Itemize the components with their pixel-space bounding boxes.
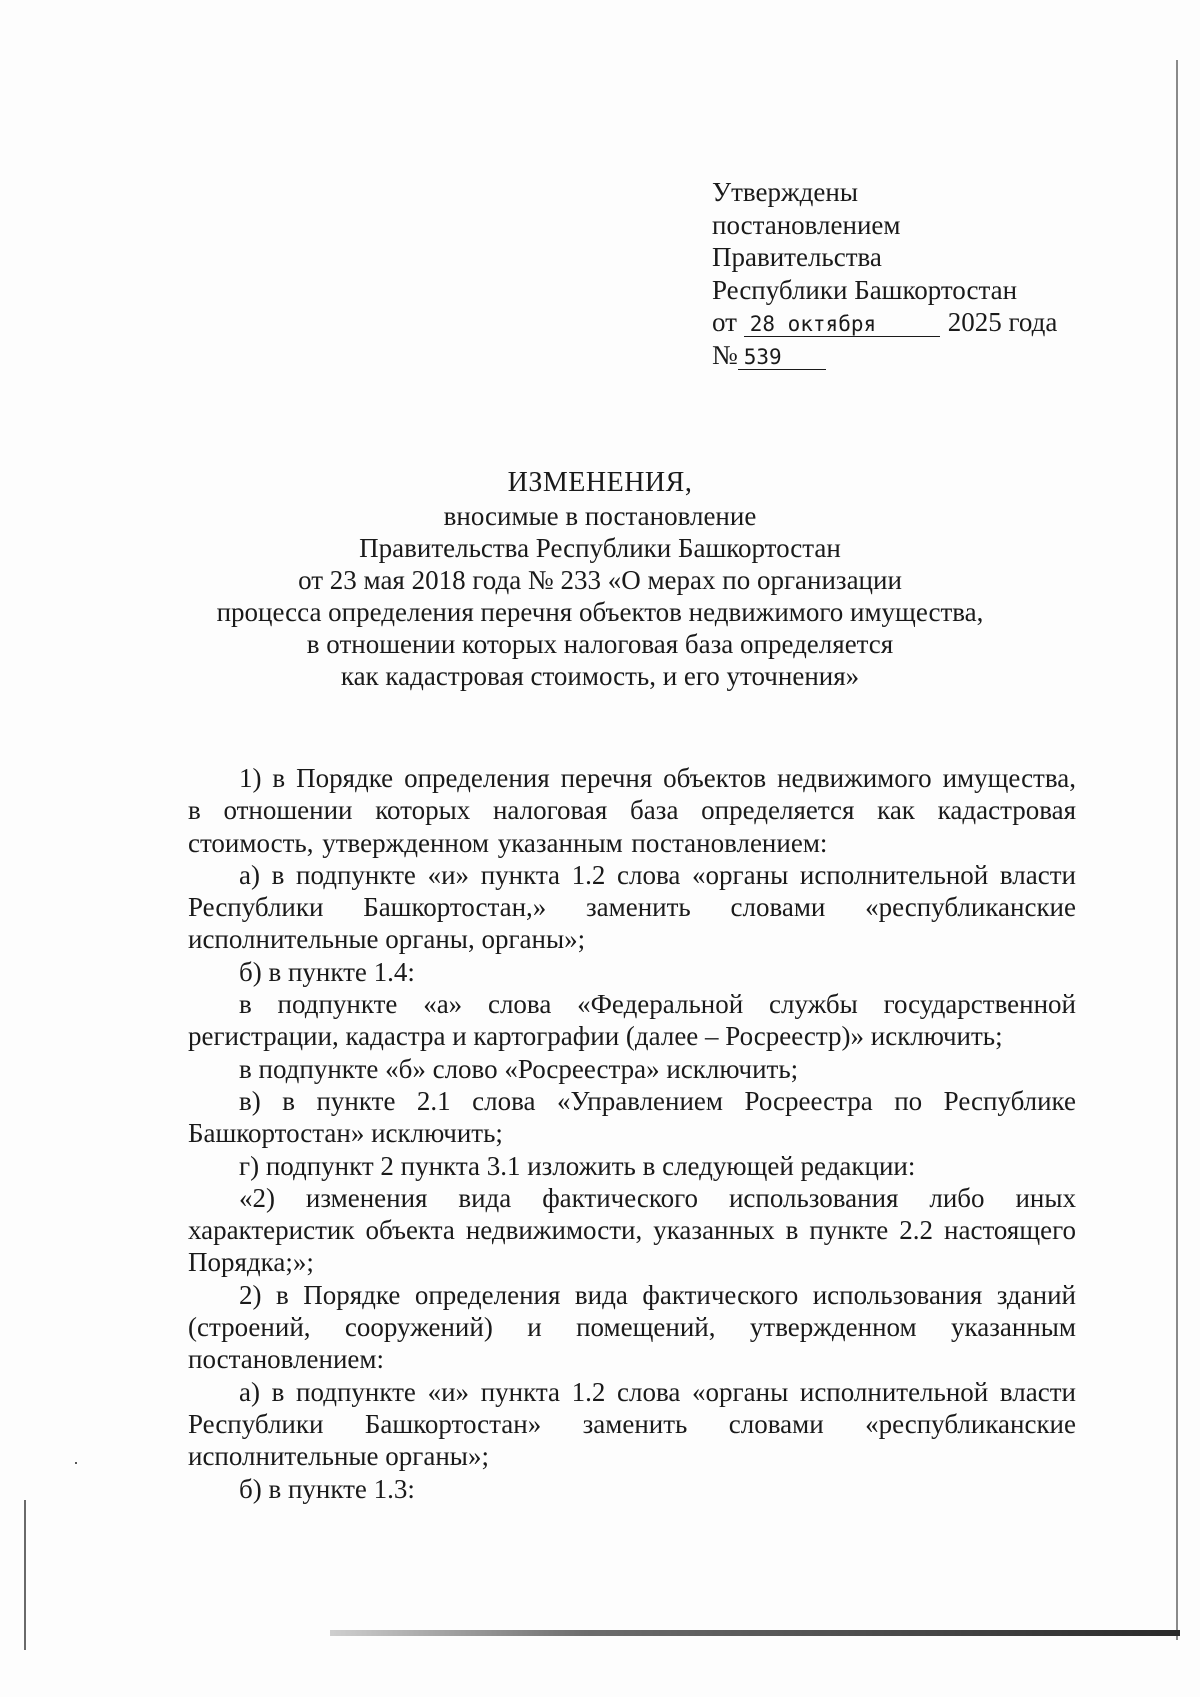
paragraph: а) в подпункте «и» пункта 1.2 слова «органы исполнительной власти Республики Башкортостан,» заменить словами «республиканские исполнительные органы, органы»; [188, 859, 1076, 955]
title-line: Правительства Республики Башкортостан [359, 533, 841, 563]
approval-number-line [712, 339, 1057, 372]
paragraph: в подпункте «а» слова «Федеральной службы государственной регистрации, кадастра и картографии (далее – Росреестр)» исключить; [188, 989, 1076, 1052]
approval-line: постановлением [712, 209, 901, 240]
approval-line: Утверждены [712, 177, 858, 207]
paragraph: «2) изменения вида фактического использования либо иных характеристик объекта недвижимости, указанных в пункте 2.2 настоящего Порядка;»; [188, 1182, 1076, 1278]
approval-line: Правительства [712, 242, 882, 272]
date-suffix: 2025 года [947, 307, 1058, 337]
paragraph: б) в пункте 1.4: [239, 956, 415, 987]
approval-block [712, 176, 1057, 371]
paragraph: 2) в Порядке определения вида фактического использования зданий (строений, сооружений) и помещений, утвержденном указанным постановлением: [188, 1279, 1076, 1375]
title-line: процесса определения перечня объектов недвижимого имущества, [216, 597, 984, 627]
number-fill: 539 [738, 345, 826, 370]
title-line: как кадастровая стоимость, и его уточнения» [340, 661, 860, 691]
paragraph: 1) в Порядке определения перечня объектов недвижимого имущества, в отношении которых налоговая база определяется как кадастровая стоимость, утвержденном указанным постановлением: [188, 763, 1076, 858]
paragraph: в) в пункте 2.1 слова «Управлением Росреестра по Республике Башкортостан» исключить; [188, 1085, 1076, 1149]
paragraph: а) в подпункте «и» пункта 1.2 слова «органы исполнительной власти Республики Башкортостан» заменить словами «республиканские исполнительные органы»; [188, 1376, 1076, 1472]
scan-edge-bottom [330, 1630, 1180, 1636]
date-fill: 28 октября [744, 312, 940, 337]
paragraph: б) в пункте 1.3: [239, 1473, 415, 1504]
title-line: вносимые в постановление [443, 501, 757, 531]
title-heading: ИЗМЕНЕНИЯ, [507, 467, 693, 498]
title-line: от 23 мая 2018 года № 233 «О мерах по организации [298, 565, 902, 595]
scan-speck [75, 1462, 77, 1464]
document-title [180, 466, 1020, 692]
approval-line: Республики Башкортостан [712, 274, 1018, 305]
scan-edge-left [24, 1500, 26, 1650]
approval-date-line [712, 306, 1057, 339]
scan-edge-right [1176, 60, 1178, 1640]
paragraph: в подпункте «б» слово «Росреестра» исключить; [239, 1053, 799, 1084]
number-prefix: № [712, 339, 738, 370]
paragraph: г) подпункт 2 пункта 3.1 изложить в следующей редакции: [239, 1150, 916, 1181]
date-prefix: от [712, 307, 737, 337]
document-body [188, 762, 1076, 1505]
title-line: в отношении которых налоговая база определяется [306, 629, 894, 659]
